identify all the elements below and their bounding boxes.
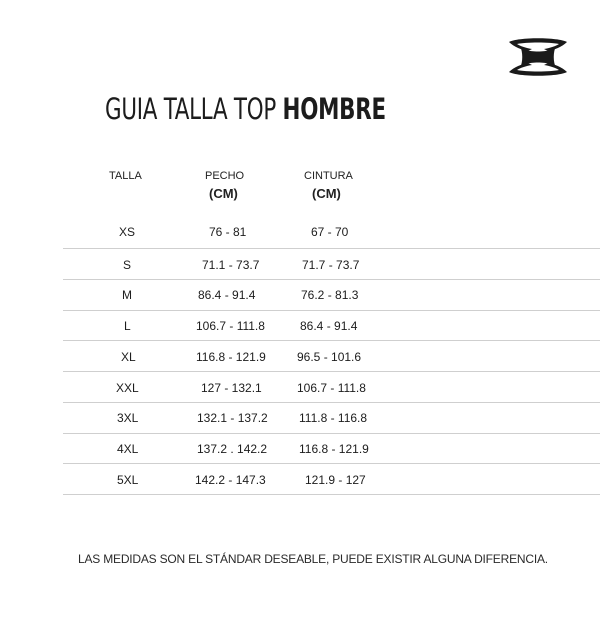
row-divider — [63, 279, 600, 280]
cell-chest: 137.2 . 142.2 — [197, 442, 268, 456]
cell-size: XXL — [116, 381, 139, 395]
cell-chest: 142.2 - 147.3 — [195, 473, 266, 487]
cell-size: XS — [119, 225, 136, 239]
cell-size: 5XL — [117, 473, 139, 487]
page-title-light: GUIA TALLA TOP — [105, 92, 276, 126]
cell-size: S — [123, 258, 132, 272]
header-size: TALLA — [109, 170, 142, 182]
cell-waist: 121.9 - 127 — [305, 473, 366, 487]
header-chest-unit: (CM) — [209, 186, 238, 201]
row-divider — [63, 494, 600, 495]
row-divider — [63, 248, 600, 249]
cell-chest: 71.1 - 73.7 — [202, 258, 260, 272]
header-waist: CINTURA — [304, 170, 353, 182]
cell-size: L — [124, 319, 131, 333]
cell-chest: 86.4 - 91.4 — [198, 288, 256, 302]
cell-size: M — [122, 288, 132, 302]
header-waist-unit: (CM) — [312, 186, 341, 201]
cell-waist: 76.2 - 81.3 — [301, 288, 359, 302]
cell-waist: 96.5 - 101.6 — [297, 350, 362, 364]
row-divider — [63, 310, 600, 311]
cell-size: XL — [121, 350, 136, 364]
cell-chest: 116.8 - 121.9 — [196, 350, 266, 364]
cell-waist: 111.8 - 116.8 — [299, 411, 368, 425]
row-divider — [63, 340, 600, 341]
cell-chest: 127 - 132.1 — [201, 381, 262, 395]
page-title-bold: HOMBRE — [282, 92, 386, 126]
cell-waist: 86.4 - 91.4 — [300, 319, 358, 333]
footnote: LAS MEDIDAS SON EL STÁNDAR DESEABLE, PUEDE EXISTIR ALGUNA DIFERENCIA. — [78, 552, 548, 566]
cell-waist: 116.8 - 121.9 — [299, 442, 369, 456]
page-title — [105, 92, 386, 126]
row-divider — [63, 402, 600, 403]
cell-waist: 71.7 - 73.7 — [302, 258, 360, 272]
cell-waist: 106.7 - 111.8 — [297, 381, 366, 395]
row-divider — [63, 371, 600, 372]
cell-chest: 76 - 81 — [209, 225, 247, 239]
row-divider — [63, 433, 600, 434]
row-divider — [63, 463, 600, 464]
cell-waist: 67 - 70 — [311, 225, 349, 239]
cell-size: 4XL — [117, 442, 139, 456]
cell-chest: 132.1 - 137.2 — [197, 411, 268, 425]
under-armour-logo-icon — [506, 38, 570, 76]
cell-size: 3XL — [117, 411, 139, 425]
cell-chest: 106.7 - 111.8 — [196, 319, 265, 333]
header-chest: PECHO — [205, 170, 245, 182]
